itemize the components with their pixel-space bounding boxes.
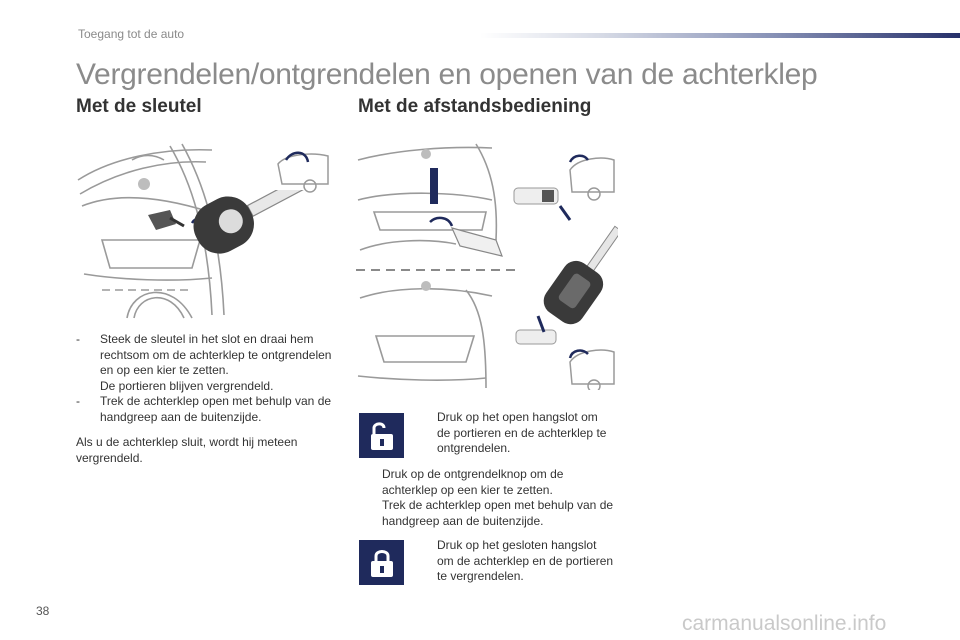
remote-tailgate-illustration — [356, 140, 618, 390]
line: Druk op de ontgrendelknop om de — [382, 467, 564, 481]
bullet-marker: - — [76, 332, 80, 346]
list-item — [358, 467, 628, 498]
page-title: Vergrendelen/ontgrendelen en openen van de achterklep — [76, 58, 818, 91]
list-item — [358, 498, 628, 529]
line: en op een kier te zetten. — [100, 363, 229, 377]
line: Trek de achterklep open met behulp van de — [382, 498, 614, 512]
unlock-icon-box — [359, 413, 404, 458]
line: ontgrendelen. — [437, 441, 511, 455]
list-item — [413, 538, 628, 585]
watermark: carmanualsonline.info — [682, 612, 887, 635]
lock-icon-box — [359, 540, 404, 585]
header-section-title: Toegang tot de auto — [78, 27, 185, 41]
left-section-heading: Met de sleutel — [76, 96, 202, 117]
line: Druk op het gesloten hangslot — [437, 538, 597, 552]
list-item — [413, 410, 623, 457]
key-tailgate-illustration — [72, 140, 340, 320]
line: rechtsom om de achterklep te ontgrendelen — [100, 347, 332, 362]
list-item — [76, 332, 344, 394]
open-steps — [358, 467, 628, 529]
header-bar — [480, 33, 960, 38]
line: Steek de sleutel in het slot en draai hem — [100, 332, 314, 346]
closed-padlock-icon — [370, 548, 394, 578]
line: handgreep aan de buitenzijde. — [382, 513, 544, 528]
line: achterklep op een kier te zetten. — [382, 482, 553, 497]
unlock-instruction — [413, 410, 623, 457]
line: Druk op het open hangslot om — [437, 410, 598, 424]
list-item — [76, 394, 344, 425]
page-number: 38 — [36, 604, 50, 618]
line: handgreep aan de buitenzijde. — [100, 409, 262, 424]
right-section-heading: Met de afstandsbediening — [358, 96, 592, 117]
line: de portieren en de achterklep te — [437, 425, 607, 440]
line: te vergrendelen. — [437, 569, 524, 583]
line: vergrendeld. — [76, 450, 143, 465]
line: om de achterklep en de portieren — [437, 553, 614, 568]
bullet-marker: - — [76, 394, 80, 408]
open-padlock-icon — [370, 421, 394, 451]
lock-instruction — [413, 538, 628, 585]
left-note — [76, 435, 344, 466]
line: Trek de achterklep open met behulp van de — [100, 394, 332, 408]
left-bullet-list — [76, 332, 344, 425]
line: De portieren blijven vergrendeld. — [100, 378, 274, 393]
line: Als u de achterklep sluit, wordt hij meteen — [76, 435, 298, 449]
